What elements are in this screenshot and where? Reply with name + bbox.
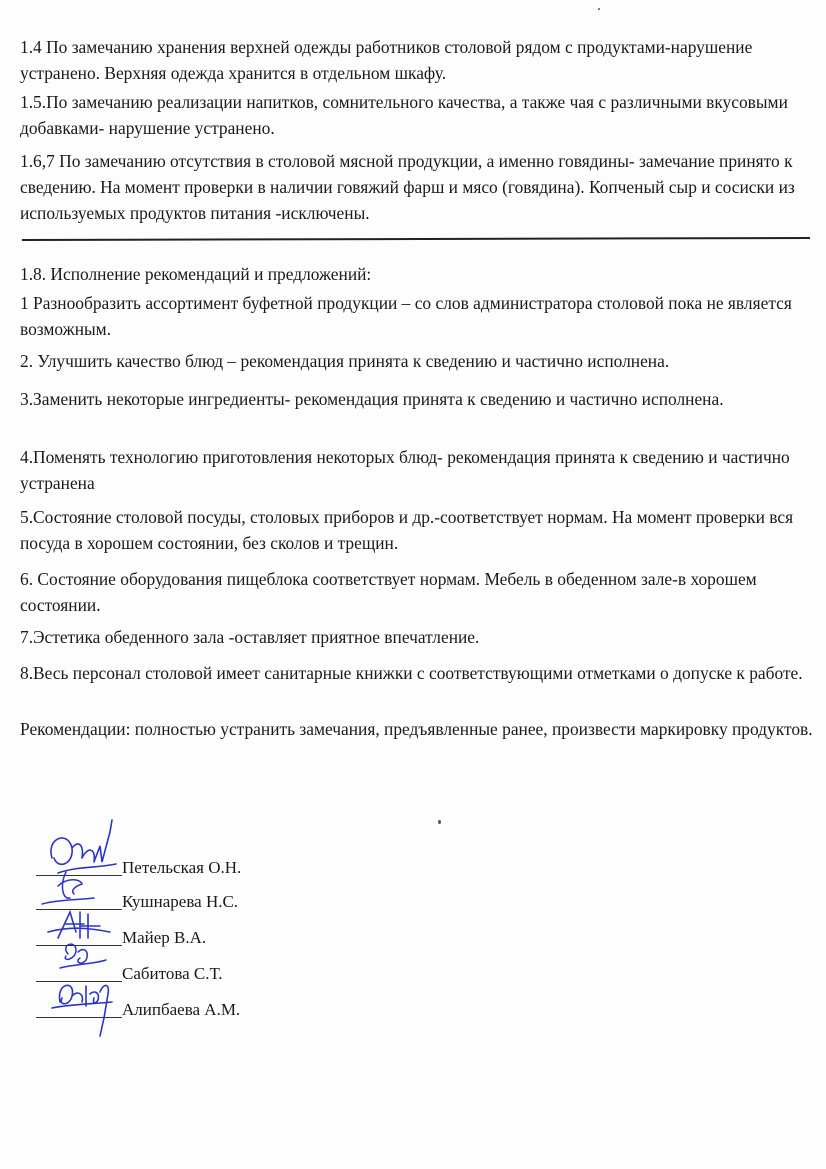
paragraph-1-5: 1.5.По замечанию реализации напитков, сомнительного качества, а также чая с различными вкусовыми добавками- нарушение устранено.	[20, 92, 788, 138]
paragraph-1-6-7: 1.6,7 По замечанию отсутствия в столовой мясной продукции, а именно говядины- замечание принято к сведению. На момент проверки в наличии говяжий фарш и мясо (говядина). Копченый сыр и сосиски из используемых продуктов питания -исключены.	[20, 151, 795, 223]
recommendation-item-3: 3.Заменить некоторые ингредиенты- рекомендация принята к сведению и частично исполнена.	[20, 389, 724, 409]
final-recommendation: Рекомендации: полностью устранить замечания, предъявленные ранее, произвести маркировку продуктов.	[20, 719, 813, 739]
signatory-name: Петельская О.Н.	[122, 858, 242, 877]
recommendation-item-8: 8.Весь персонал столовой имеет санитарные книжки с соответствующими отметками о допуске к работе.	[20, 663, 803, 683]
signatory-name: Алипбаева А.М.	[122, 1000, 241, 1019]
signatory-name: Кушнарева Н.С.	[122, 892, 239, 911]
recommendation-item-6: 6. Состояние оборудования пищеблока соответствует нормам. Мебель в обеденном зале-в хорошем состоянии.	[20, 569, 757, 615]
scan-speck	[438, 820, 441, 824]
recommendation-item-4: 4.Поменять технологию приготовления некоторых блюд- рекомендация принята к сведению и частично устранена	[20, 447, 790, 493]
signatory-name: Сабитова С.Т.	[122, 964, 223, 983]
section-divider	[22, 237, 810, 241]
recommendation-item-1: 1 Разнообразить ассортимент буфетной продукции – со слов администратора столовой пока не является возможным.	[20, 293, 792, 339]
recommendation-item-2: 2. Улучшить качество блюд – рекомендация принята к сведению и частично исполнена.	[20, 351, 670, 371]
scan-speck	[598, 8, 600, 10]
recommendation-item-5: 5.Состояние столовой посуды, столовых приборов и др.-соответствует нормам. На момент проверки вся посуда в хорошем состоянии, без сколов и трещин.	[20, 507, 794, 553]
handwritten-signature	[42, 972, 142, 1042]
section-heading: 1.8. Исполнение рекомендаций и предложений:	[20, 264, 372, 284]
signature-row	[36, 994, 436, 1024]
signatory-name: Майер В.А.	[122, 928, 207, 947]
paragraph-1-4: 1.4 По замечанию хранения верхней одежды работников столовой рядом с продуктами-нарушение устранено. Верхняя одежда хранится в отдельном шкафу.	[20, 37, 753, 83]
recommendation-item-7: 7.Эстетика обеденного зала -оставляет приятное впечатление.	[20, 627, 480, 647]
